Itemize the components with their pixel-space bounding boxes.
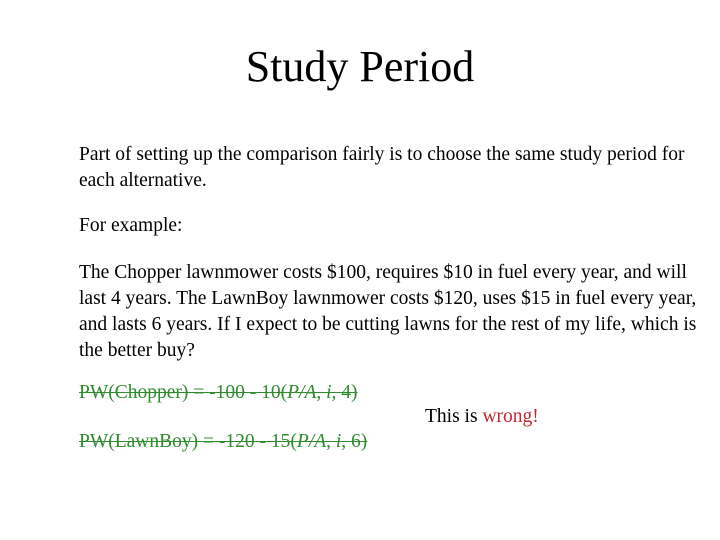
equation-chopper-n: 4 — [341, 382, 352, 403]
equation-lawnboy-n: 6 — [351, 431, 361, 452]
wrong-note-emphasis: wrong! — [482, 406, 539, 427]
wrong-note-text: This is — [425, 406, 483, 427]
equation-lawnboy-prefix: PW(LawnBoy) = -120 - 15( — [79, 431, 297, 452]
wrong-note — [425, 404, 539, 430]
problem-paragraph: The Chopper lawnmower costs $100, requires $10 in fuel every year, and will last 4 years. The LawnBoy lawnmower costs $120, uses $15 in fuel every year, and lasts 6 years. If I expect to be cutting lawns for the rest of my life, which is the better buy? — [79, 262, 697, 361]
example-label: For example: — [79, 215, 183, 236]
equation-chopper-suffix: ) — [351, 382, 358, 403]
equation-lawnboy-suffix: ) — [360, 431, 368, 452]
equation-lawnboy — [79, 429, 367, 455]
intro-paragraph: Part of setting up the comparison fairly is to choose the same study period for each alternative. — [79, 144, 685, 191]
equation-chopper-factor: P/A, i, — [287, 382, 342, 403]
equation-chopper-prefix: PW(Chopper) = -100 - 10( — [79, 382, 288, 403]
equation-chopper — [79, 380, 358, 406]
slide-title: Study Period — [245, 42, 475, 91]
equation-lawnboy-factor: P/A, i, — [296, 431, 352, 452]
